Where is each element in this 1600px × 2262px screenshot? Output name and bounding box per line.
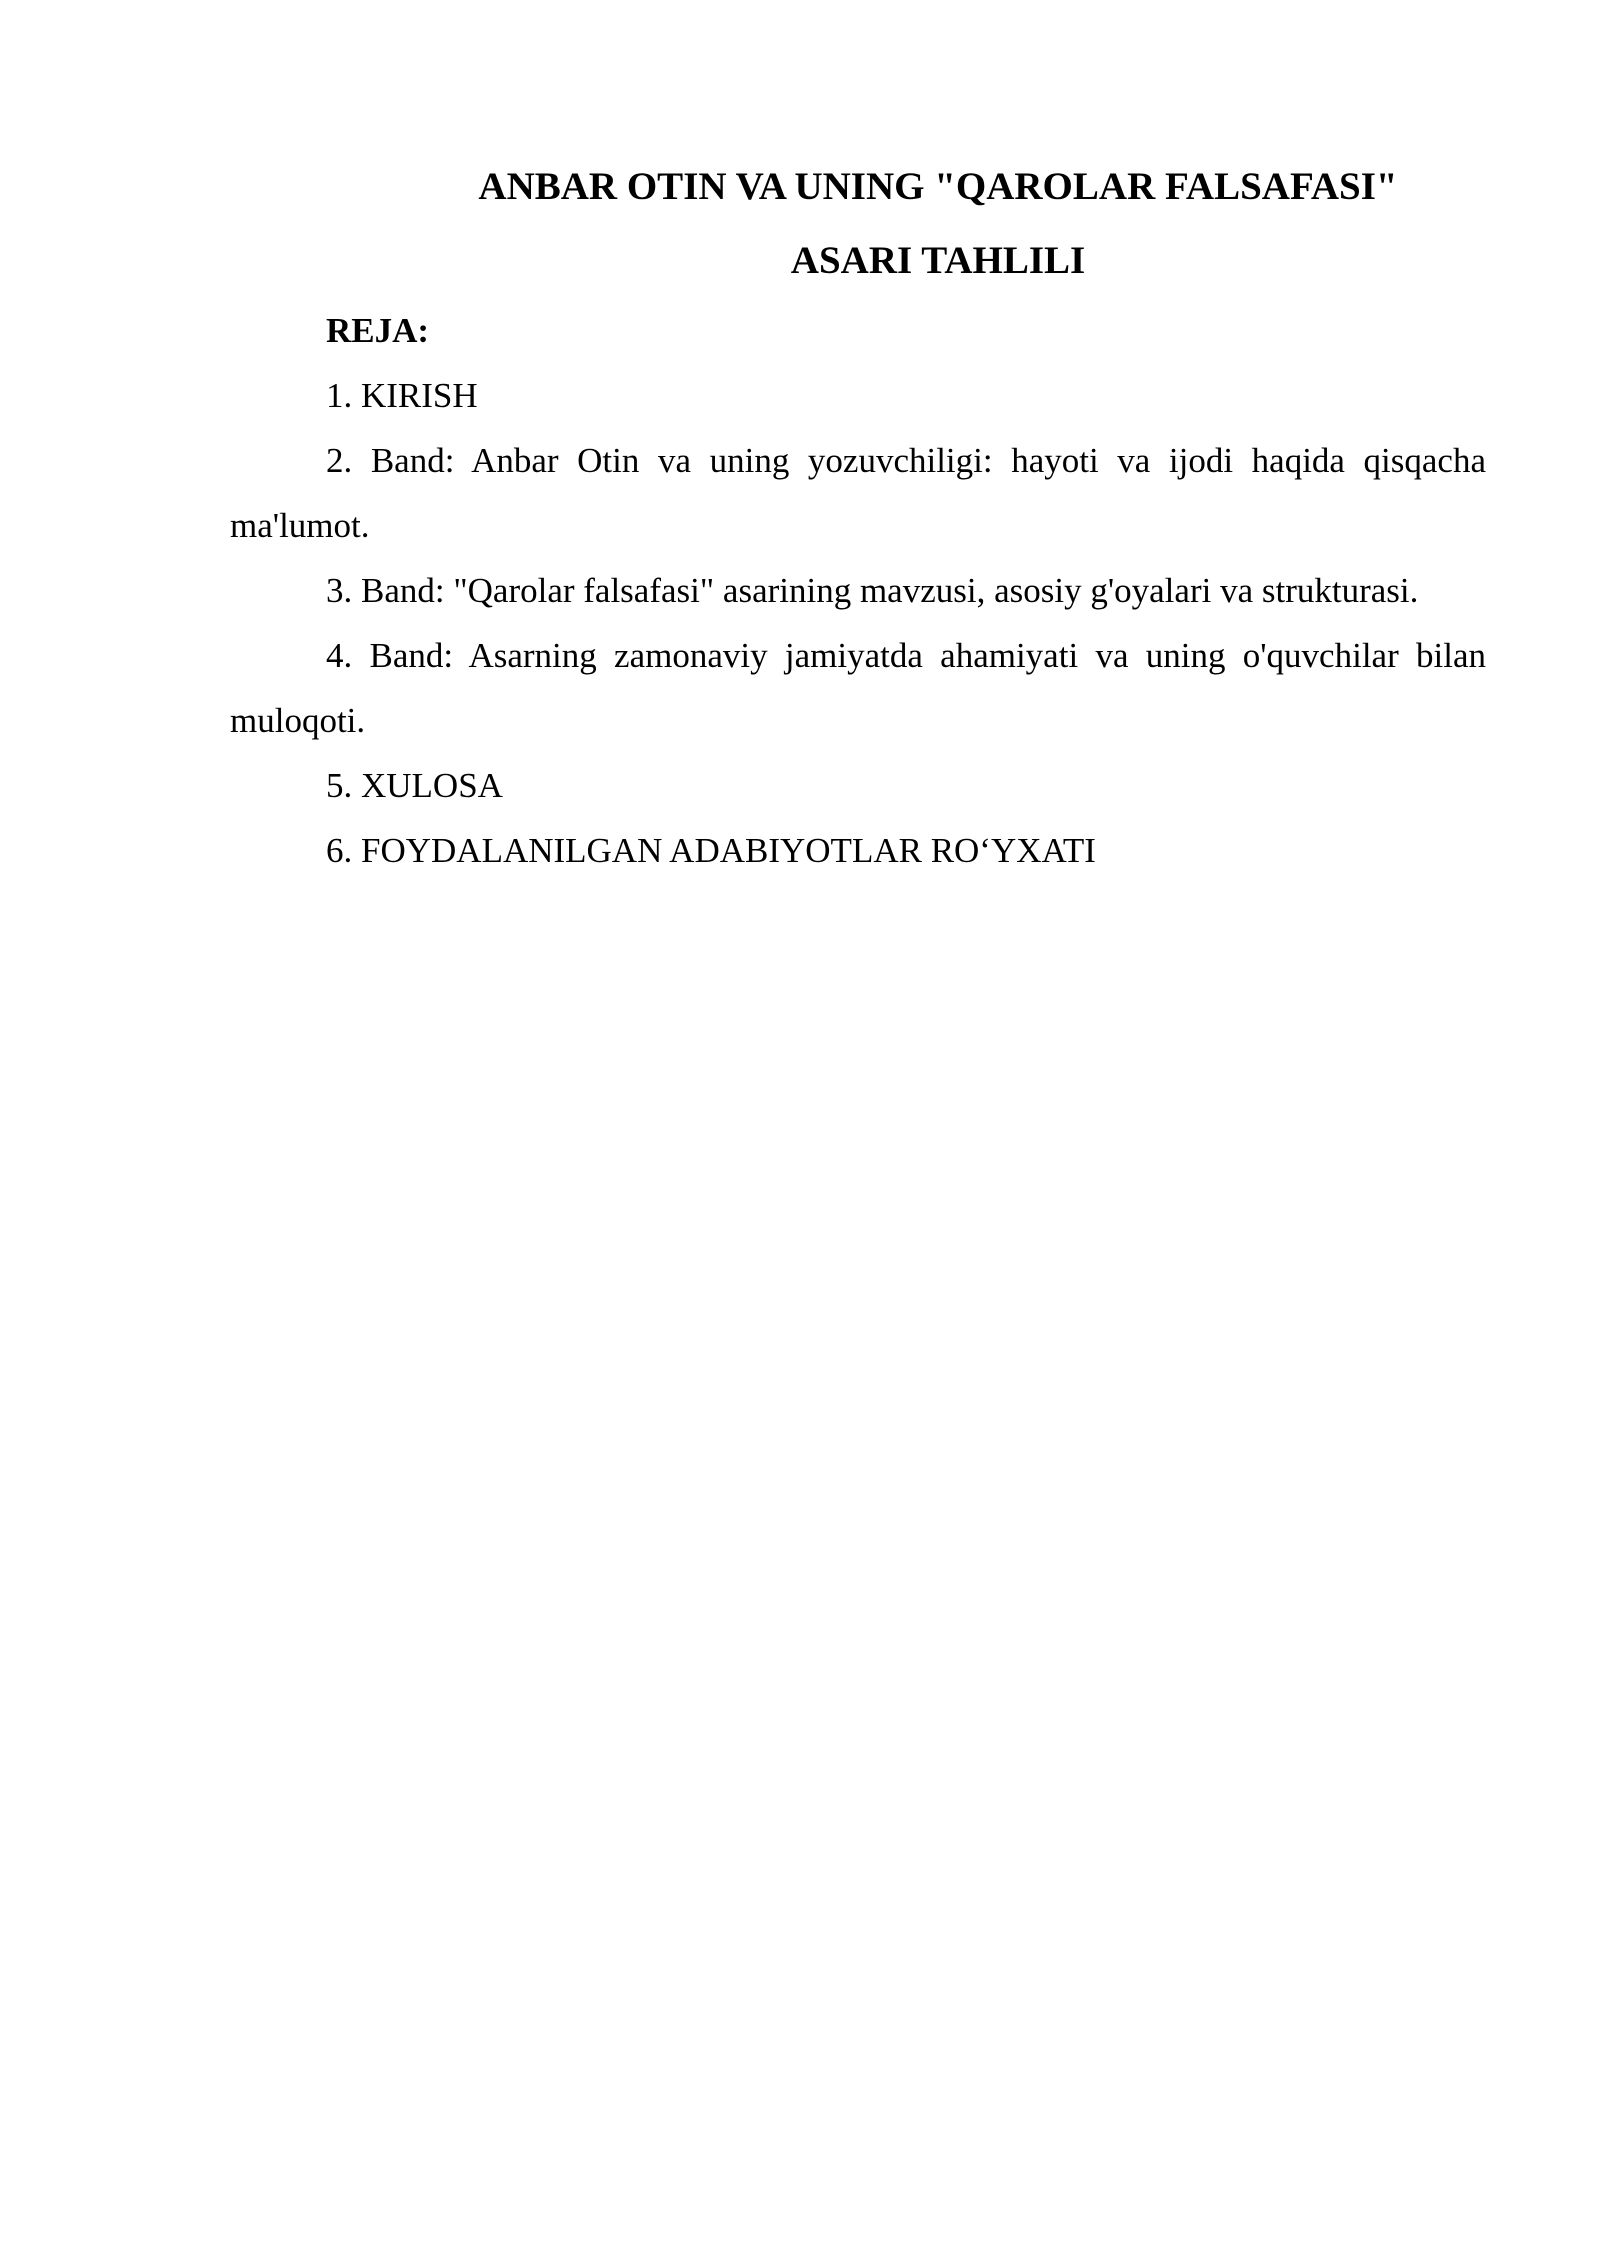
plan-item-3: 3. Band: "Qarolar falsafasi" asarining mavzusi, asosiy g'oyalari va strukturasi.: [326, 571, 1419, 610]
document-content: [230, 150, 1486, 883]
document-title-line-2: ASARI TAHLILI: [790, 239, 1086, 282]
plan-item-6: 6. FOYDALANILGAN ADABIYOTLAR RO‘YXATI: [326, 831, 1096, 870]
plan-item-2: 2. Band: Anbar Otin va uning yozuvchiligi: hayoti va ijodi haqida qisqacha ma'lumot.: [230, 441, 1486, 545]
plan-heading: REJA:: [326, 311, 430, 350]
document-title-line-1: ANBAR OTIN VA UNING "QAROLAR FALSAFASI": [478, 165, 1398, 208]
plan-item-1: 1. KIRISH: [326, 376, 478, 415]
plan-item-5: 5. XULOSA: [326, 766, 503, 805]
plan-item-4: 4. Band: Asarning zamonaviy jamiyatda ahamiyati va uning o'quvchilar bilan muloqoti.: [230, 636, 1486, 740]
